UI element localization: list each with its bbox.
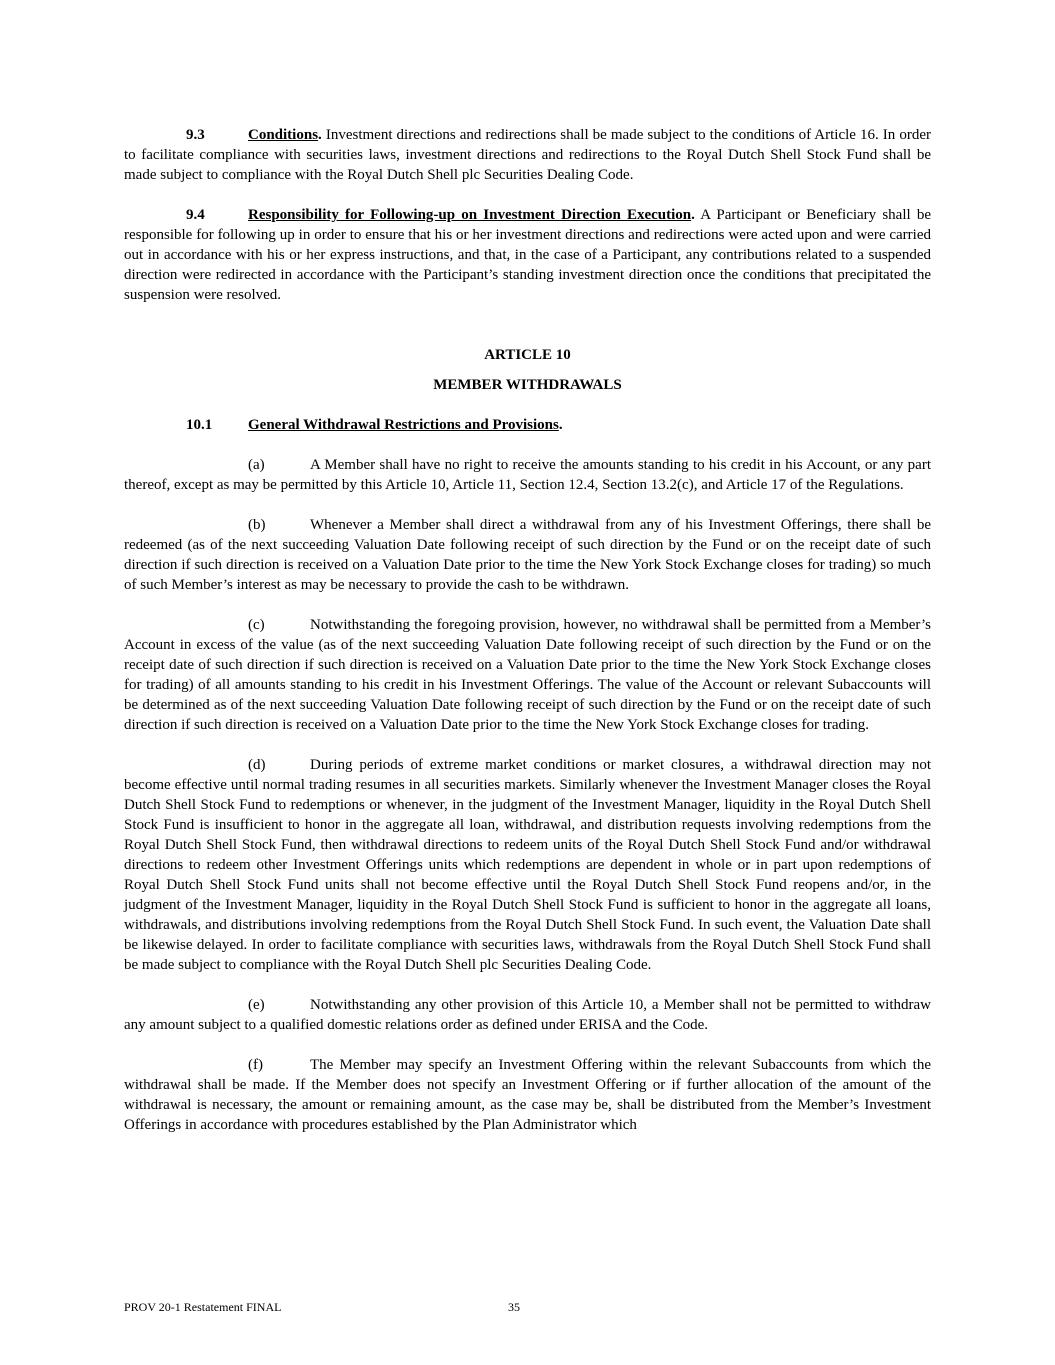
subsection-d [124,755,931,975]
subsection-a [124,455,931,495]
subsection-label: (b) [248,517,266,533]
subsection-b [124,515,931,595]
subsection-label: (e) [248,997,265,1013]
section-title-punct: . [558,417,563,433]
page-body [124,125,931,1135]
section-title: General Withdrawal Restrictions and Provisions [248,417,559,433]
subsection-label: (a) [248,457,265,473]
section-title-punct: . [691,207,695,223]
section-title-punct: . [318,127,322,143]
subsection-e [124,995,931,1035]
subsection-text: Notwithstanding the foregoing provision, however, no withdrawal shall be permitted from a Member’s Account in excess of the value (as of the next succeeding Valuation Date following receipt of such direction by the Fund or on the receipt date of such direction if such direction is received on a Valuation Date prior to the time the New York Stock Exchange closes for trading) of all amounts standing to his credit in his Investment Offerings. The value of the Account or relevant Subaccounts will be determined as of the next succeeding Valuation Date following receipt of such direction by the Fund or on the receipt date of such direction if such direction is received on a Valuation Date prior to the time the New York Stock Exchange closes for trading. [124,617,931,733]
subsection-label: (c) [248,617,265,633]
subsection-text: The Member may specify an Investment Offering within the relevant Subaccounts from which the withdrawal shall be made. If the Member does not specify an Investment Offering or if further allocation of the amount of the withdrawal is necessary, the amount or remaining amount, as the case may be, shall be distributed from the Member’s Investment Offerings in accordance with procedures established by the Plan Administrator which [124,1057,931,1133]
section-text: Investment directions and redirections shall be made subject to the conditions of Article 16. In order to facilitate compliance with securities laws, investment directions and redirections to the Royal Dutch Shell Stock Fund shall be made subject to compliance with the Royal Dutch Shell plc Securities Dealing Code. [124,127,931,183]
subsection-label: (f) [248,1057,263,1073]
subsection-text: During periods of extreme market conditions or market closures, a withdrawal direction may not become effective until normal trading resumes in all securities markets. Similarly whenever the Investment Manager closes the Royal Dutch Shell Stock Fund to redemptions or whenever, in the judgment of the Investment Manager, liquidity in the Royal Dutch Shell Stock Fund is insufficient to honor in the aggregate all loan, withdrawal, and distribution requests involving redemptions from the Royal Dutch Shell Stock Fund, then withdrawal directions to redeem units of the Royal Dutch Shell Stock Fund and/or withdrawal directions to redeem other Investment Offerings units which redemptions are dependent in whole or in part upon redemptions of Royal Dutch Shell Stock Fund units shall not become effective until the Royal Dutch Shell Stock Fund reopens and/or, in the judgment of the Investment Manager, liquidity in the Royal Dutch Shell Stock Fund is sufficient to honor in the aggregate all loans, withdrawals, and distributions involving redemptions from the Royal Dutch Shell Stock Fund. In such event, the Valuation Date shall be likewise delayed. In order to facilitate compliance with securities laws, withdrawals from the Royal Dutch Shell Stock Fund shall be made subject to compliance with the Royal Dutch Shell plc Securities Dealing Code. [124,757,931,973]
section-9-4 [124,205,931,305]
article-label: ARTICLE 10 [484,347,571,363]
section-text: A Participant or Beneficiary shall be responsible for following up in order to ensure that his or her investment directions and redirections were acted upon and were carried out in accordance with his or her express instructions, and that, in the case of a Participant, any contributions related to a suspended direction were redirected in accordance with the Participant’s standing investment direction once the conditions that precipitated the suspension were resolved. [124,207,931,303]
subsection-c [124,615,931,735]
article-title: MEMBER WITHDRAWALS [433,377,622,393]
section-number: 10.1 [186,417,213,433]
section-title: Responsibility for Following-up on Investment Direction Execution [248,207,692,223]
subsection-text: A Member shall have no right to receive the amounts standing to his credit in his Account, or any part thereof, except as may be permitted by this Article 10, Article 11, Section 12.4, Section 13.2(c), and Article 17 of the Regulations. [124,457,931,493]
subsection-text: Notwithstanding any other provision of this Article 10, a Member shall not be permitted to withdraw any amount subject to a qualified domestic relations order as defined under ERISA and the Code. [124,997,931,1033]
footer-doc-id: PROV 20-1 Restatement FINAL [124,1300,282,1314]
subsection-f [124,1055,931,1135]
section-number: 9.3 [186,127,205,143]
section-9-3 [124,125,931,185]
section-10-1-heading [186,415,931,435]
subsection-text: Whenever a Member shall direct a withdrawal from any of his Investment Offerings, there shall be redeemed (as of the next succeeding Valuation Date following receipt of such direction by the Fund or on the receipt date of such direction if such direction is received on a Valuation Date prior to the time the New York Stock Exchange closes for trading) so much of such Member’s interest as may be necessary to provide the cash to be withdrawn. [124,517,931,593]
page-number: 35 [508,1300,520,1314]
subsection-label: (d) [248,757,266,773]
section-number: 9.4 [186,207,205,223]
section-title: Conditions [248,127,319,143]
article-heading [124,345,931,395]
